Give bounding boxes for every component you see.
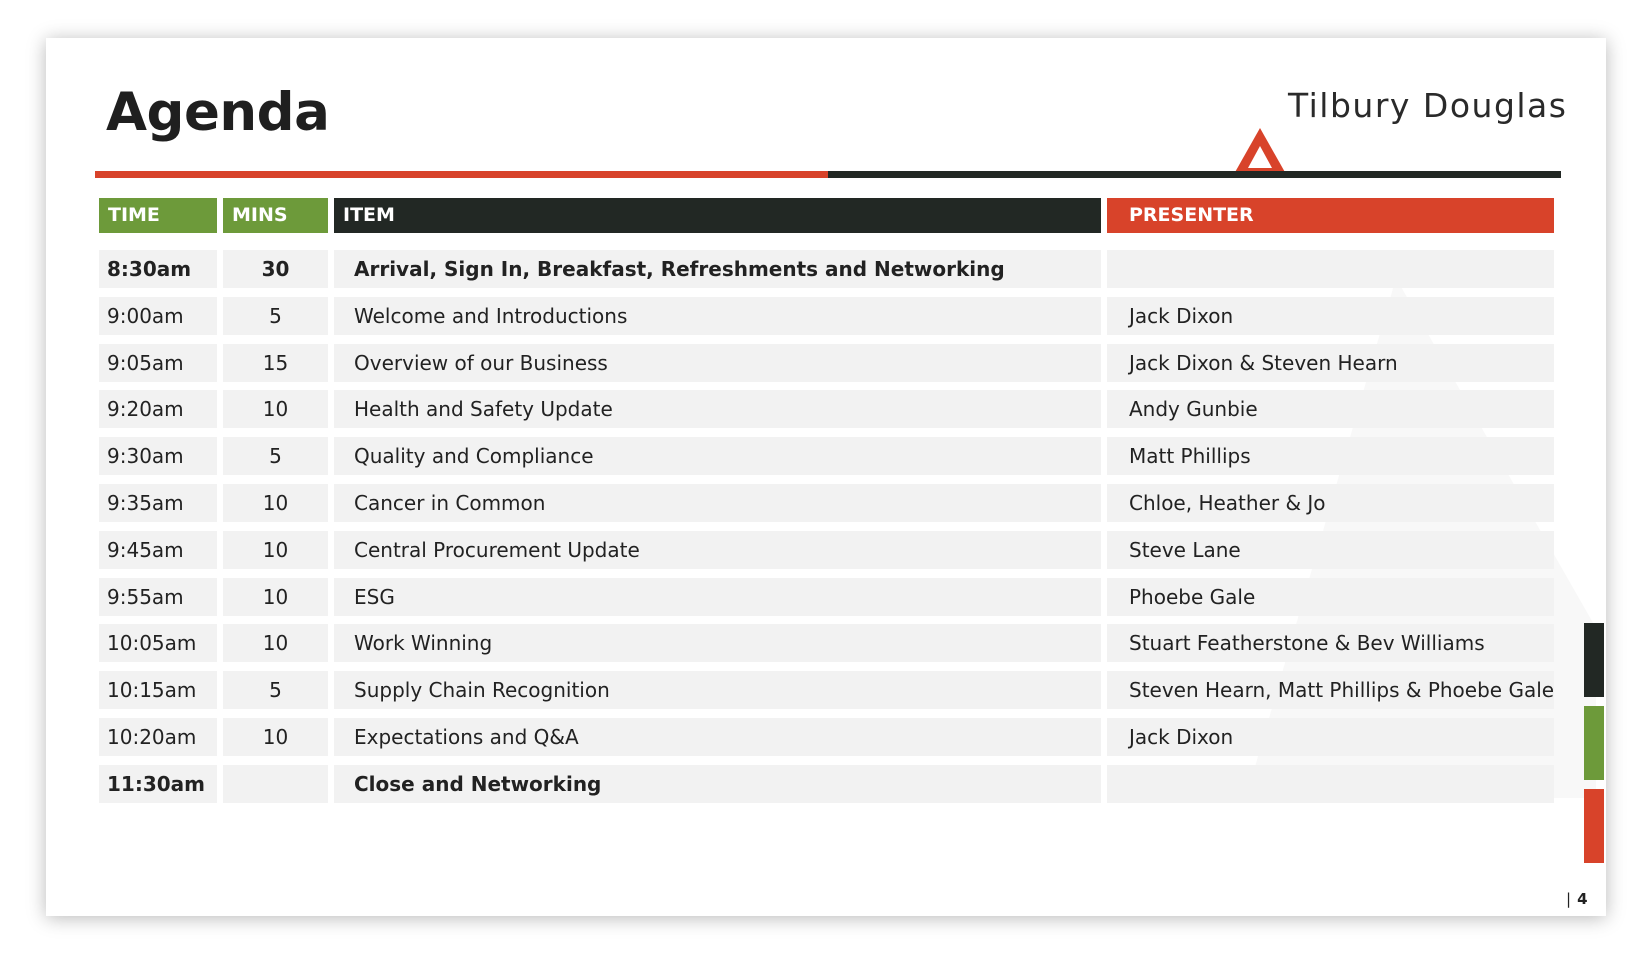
cell-item: Expectations and Q&A: [334, 718, 1101, 756]
cell-mins: 30: [223, 250, 328, 288]
logo-wordmark: Tilbury Douglas: [1288, 86, 1568, 125]
cell-time: 9:00am: [99, 297, 217, 335]
cell-presenter: [1107, 765, 1554, 803]
header-mins: MINS: [223, 198, 328, 233]
cell-mins: 10: [223, 578, 328, 616]
cell-time: 9:30am: [99, 437, 217, 475]
table-row: [99, 250, 1561, 288]
cell-mins: 10: [223, 484, 328, 522]
table-row: [99, 484, 1561, 522]
table-row: [99, 531, 1561, 569]
cell-presenter: Steven Hearn, Matt Phillips & Phoebe Gale: [1107, 671, 1554, 709]
cell-item: ESG: [334, 578, 1101, 616]
cell-mins: 10: [223, 390, 328, 428]
table-row: [99, 624, 1561, 662]
cell-presenter: Jack Dixon & Steven Hearn: [1107, 344, 1554, 382]
page-number-separator: |: [1566, 890, 1572, 908]
side-accent-red: [1584, 789, 1604, 863]
cell-presenter: Jack Dixon: [1107, 297, 1554, 335]
table-row: [99, 390, 1561, 428]
cell-mins: 10: [223, 624, 328, 662]
cell-mins: 10: [223, 718, 328, 756]
cell-item: Quality and Compliance: [334, 437, 1101, 475]
cell-item: Health and Safety Update: [334, 390, 1101, 428]
cell-time: 9:45am: [99, 531, 217, 569]
table-row: [99, 578, 1561, 616]
company-logo: [1234, 86, 1568, 176]
logo-triangle-icon: [1234, 128, 1286, 174]
table-row: [99, 718, 1561, 756]
cell-item: Welcome and Introductions: [334, 297, 1101, 335]
cell-presenter: Chloe, Heather & Jo: [1107, 484, 1554, 522]
cell-presenter: Jack Dixon: [1107, 718, 1554, 756]
cell-mins: 10: [223, 531, 328, 569]
page-number-value: 4: [1577, 890, 1588, 908]
cell-time: 10:05am: [99, 624, 217, 662]
slide: [46, 38, 1606, 916]
divider-red: [95, 171, 828, 178]
divider-dark: [828, 171, 1561, 178]
cell-presenter: Matt Phillips: [1107, 437, 1554, 475]
cell-time: 10:20am: [99, 718, 217, 756]
cell-item: Arrival, Sign In, Breakfast, Refreshments and Networking: [334, 250, 1101, 288]
page-title: Agenda: [106, 82, 330, 143]
table-row: [99, 297, 1561, 335]
side-accent-green: [1584, 706, 1604, 780]
cell-item: Central Procurement Update: [334, 531, 1101, 569]
cell-time: 9:05am: [99, 344, 217, 382]
side-accent-dark: [1584, 623, 1604, 697]
header-time: TIME: [99, 198, 217, 233]
cell-item: Cancer in Common: [334, 484, 1101, 522]
cell-time: 11:30am: [99, 765, 217, 803]
cell-mins: 5: [223, 297, 328, 335]
cell-presenter: Andy Gunbie: [1107, 390, 1554, 428]
cell-mins: [223, 765, 328, 803]
cell-time: 9:20am: [99, 390, 217, 428]
cell-mins: 15: [223, 344, 328, 382]
cell-presenter: Phoebe Gale: [1107, 578, 1554, 616]
page-number: [1566, 890, 1588, 908]
cell-presenter: Steve Lane: [1107, 531, 1554, 569]
cell-mins: 5: [223, 437, 328, 475]
cell-presenter: [1107, 250, 1554, 288]
cell-item: Overview of our Business: [334, 344, 1101, 382]
header-presenter: PRESENTER: [1107, 198, 1554, 233]
cell-mins: 5: [223, 671, 328, 709]
table-row: [99, 671, 1561, 709]
cell-time: 9:55am: [99, 578, 217, 616]
table-row: [99, 344, 1561, 382]
cell-time: 8:30am: [99, 250, 217, 288]
cell-item: Supply Chain Recognition: [334, 671, 1101, 709]
table-row: [99, 437, 1561, 475]
cell-presenter: Stuart Featherstone & Bev Williams: [1107, 624, 1554, 662]
cell-item: Close and Networking: [334, 765, 1101, 803]
table-row: [99, 765, 1561, 803]
cell-time: 9:35am: [99, 484, 217, 522]
cell-item: Work Winning: [334, 624, 1101, 662]
cell-time: 10:15am: [99, 671, 217, 709]
header-item: ITEM: [334, 198, 1101, 233]
